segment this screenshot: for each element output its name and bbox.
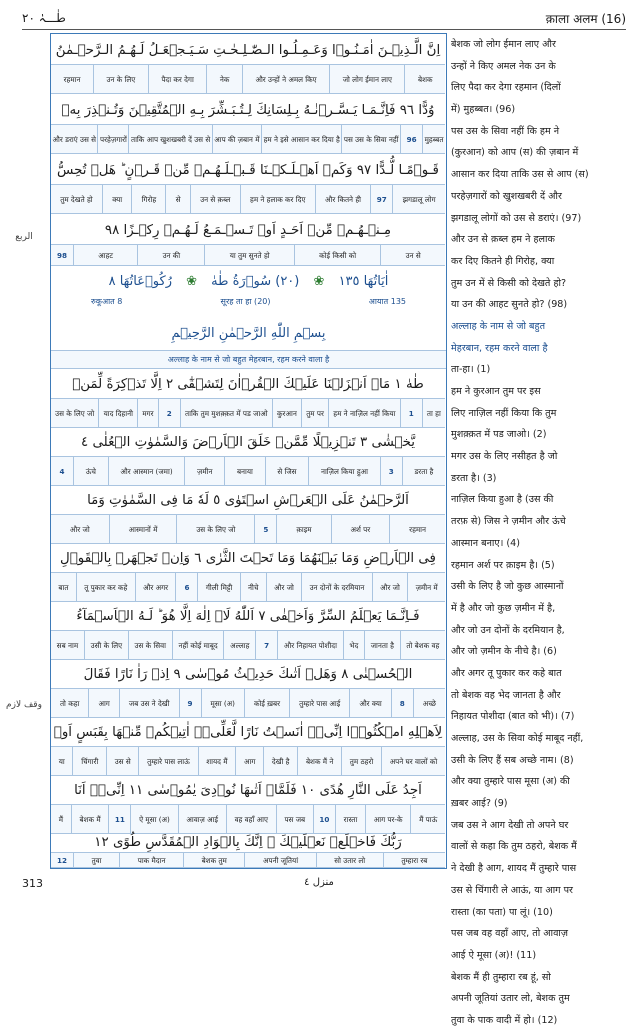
translation-line: झगडालू लोगों को उस से डराएं। (97) [451,212,582,224]
word-cell: गीली मिट्टी [197,573,239,601]
word-cell: हम ने इसे आसान कर दिया है [261,125,341,153]
word-cell: और क्या [349,689,390,717]
translation-line: ता-हा। (1) [451,364,491,376]
word-translation-row [51,572,445,602]
word-translation-row [51,804,445,834]
word-cell: वह वहाँ आए [226,805,276,833]
word-cell: आग [88,689,118,717]
word-translation-row [51,688,445,718]
translation-line: उन्हों ने किए अमल नेक उन के [451,60,556,72]
word-translation-row [51,64,445,94]
verse-number: 12 [56,855,67,865]
word-cell: ज़मीन में [407,573,445,601]
translation-line: और उन से क़ब्ल हम ने हलाक [451,234,555,246]
word-cell: नाज़िल किया हुआ [308,457,379,485]
manzil-label: منزل ٤ [304,877,334,888]
translation-line: मगर उस के लिए नसीहत है जो [451,451,558,463]
word-translation-row [51,398,445,428]
word-cell: पाक मैदान [119,853,183,867]
word-cell: आग पर-के [365,805,410,833]
word-cell: तुम्हारे पास आई [289,689,349,717]
word-translation-row [51,456,445,486]
word-cell: या तुम सुनते हो [204,245,293,265]
flower-icon: ❀ [313,274,325,289]
surah-number-hi: (20) सूरह ता हा [220,297,271,306]
translation-line: रास्ता (का पता) पा लूं। (10) [451,906,553,918]
bismillah-translation: अल्लाह के नाम से जो बहुत मेहरबान, रहम करने वाला है [51,350,446,369]
word-cell: अपने घर वालों को [381,747,445,775]
word-cell: और अगर [135,573,176,601]
word-cell: तुम पर [301,399,328,427]
arabic-line: قَـوۡمًـا لُّـدًّا ٩٧ وَكَمۡ اَهۡـلَـكۡـنَا قَـبۡـلَـهُـمۡ مِّنۡ قَـرۡنٍ ؕ هَلۡ تُحِسُّ [57,163,439,178]
word-cell: पैदा कर देगा [148,65,207,93]
word-cell: रास्ता [335,805,365,833]
word-cell: तुम देखते हो [60,194,93,204]
arabic-line: طٰهٰ ١ مَاۤ اَنۡزَلۡنَا عَلَيۡكَ الۡقُرۡاٰنَ لِتَشۡقٰٓى ٢ اِلَّا تَذۡكِرَةً لِّمَنۡ [72,377,424,392]
word-cell: या [58,756,65,766]
bismillah: بِسۡمِ اللّٰهِ الرَّحۡمٰنِ الرَّحِيۡمِ [171,326,326,341]
translation-line: और क्या तुम्हारे पास मूसा (अ) की [451,776,570,788]
word-cell: उन से क़ब्ल [190,185,240,213]
word-cell: ताकि तुम मुशक़्क़त में पड जाओ [180,399,272,427]
arabic-line: الۡحُسۡنٰى ٨ وَهَلۡ اَتٰٮكَ حَدِيۡثُ مُوۡسٰى ٩ اِذۡ رَاٰ نَارًا فَقَالَ [83,667,413,682]
word-cell: पस जब [276,805,313,833]
word-cell: बनाया [224,457,264,485]
translation-line: उसी के लिए है जो कुछ आस्मानों [451,581,564,593]
arabic-line: اَجِدُ عَلَى النَّارِ هُدًى ١٠ فَلَمَّاۤ اَتٰٮهَا نُوۡدِىَ يٰمُوۡسٰى ١١ اِنِّىۡۤ اَنَا [74,783,422,798]
ayaat-count-hi: आयात 135 [368,297,406,306]
word-cell: क़ाइम [276,515,330,543]
word-translation-row [51,184,445,214]
verse-number: 11 [108,805,130,833]
word-cell: जो लोग ईमान लाए [329,65,404,93]
word-cell: उन से [380,245,445,265]
word-cell: मुहब्बत [422,125,445,153]
word-cell: उन की [137,245,204,265]
translation-line: पस जब वह वहाँ आए, तो आवाज़ [451,928,569,940]
verse-number: 8 [391,689,413,717]
translation-line: मेहरबान, रहम करने वाला है [451,342,548,354]
translation-line: और जो उन दोनों के दरमियान है, [451,624,565,636]
verse-number: 1 [400,399,422,427]
word-cell: अर्श पर [331,515,390,543]
translation-line: अल्लाह, उस के सिवा कोई माबूद नहीं, [451,733,584,744]
word-cell: उस से [106,747,138,775]
verse-number: 97 [370,185,392,213]
translation-line: बेशक जो लोग ईमान लाए और [451,39,556,50]
word-cell: नीचे [240,573,266,601]
translation-line: या उन की आहट सुनते हो? (98) [451,299,568,311]
word-cell: देखी है [263,747,297,775]
word-cell: और डराएं उस से [52,134,96,144]
word-translation-row [51,124,445,154]
word-cell: क्या [102,185,131,213]
word-cell: आस्मानों में [109,515,177,543]
word-cell: हम ने नाज़िल नहीं किया [328,399,400,427]
para-header-label: क़ाला अलम (16) [545,11,626,26]
word-cell: पस उस के सिवा नहीं [341,125,400,153]
word-cell: बात [58,582,69,592]
translation-line: वालों से कहा कि तुम ठहरो, बेशक मैं [451,841,577,853]
word-cell: से जिस [265,457,309,485]
surah-header-label: طٰـــہٰ ٢٠ [22,11,66,25]
word-cell: तुम्हारे पास लाऊं [138,747,197,775]
word-cell: तुवा [73,853,119,867]
verse-frame [50,33,447,869]
word-cell: रहमान [389,515,445,543]
translation-line: डरता है। (3) [451,472,497,484]
translation-line: में) मुहब्बत। (96) [451,104,516,116]
word-cell: आप की ज़बान में [212,125,261,153]
translation-line: अल्लाह के नाम से जो बहुत [451,320,546,332]
word-cell: उस के सिवा [128,631,172,659]
ayaat-count-ar: اٰيَاتُهَا ١٣٥ [338,274,389,289]
rukuat-count-hi: रुकूआत 8 [91,297,123,306]
word-cell: अच्छे [413,689,445,717]
word-cell: उस के लिए जो [55,408,95,418]
word-translation-row [51,514,445,544]
word-cell: जानता है [364,631,400,659]
word-cell: ता हा [422,399,445,427]
word-cell: बेशक मैं [71,805,109,833]
word-cell: नहीं कोई माबूद [172,631,224,659]
word-cell: तुम ठहरो [341,747,381,775]
word-cell: और निहायत पोशीदा [277,631,342,659]
word-cell: उन के लिए [93,65,148,93]
translation-line: आई ऐ मूसा (अ)! (11) [451,949,537,961]
word-cell: शायद मैं [198,747,236,775]
word-cell: कोई किसी को [294,245,381,265]
arabic-line: مِـنۡـهُـمۡ مِّنۡ اَحَـدٍ اَوۡ تَـسۡـمَـعُ لَـهُـمۡ رِكۡـزًا ٩٨ [104,223,392,238]
translation-line: हम ने कुरआन तुम पर इस [451,386,541,397]
word-cell: ऊंचे [73,457,108,485]
word-cell: बेशक [404,65,445,93]
word-translation-row [51,746,445,776]
word-cell: आहट [73,245,137,265]
translation-column [451,34,629,1026]
translation-line: तुवा के पाक वादी में हो। (12) [451,1014,558,1026]
translation-line: पस उस के सिवा नहीं कि हम ने [451,125,560,137]
rukuat-count-ar: رُكُوۡعَاتُهَا ٨ [108,274,172,289]
translation-line: उसी के लिए हैं सब अच्छे नाम। (8) [451,754,574,766]
arabic-line: وُدًّا ٩٦ فَاِنَّـمَـا يَـسَّـرۡنٰـهُ بِـلِسَانِكَ لِـتُـبَـشِّرَ بِـهِ الۡمُتَّقِيۡنَ وَتُـنۡذِرَ بِهٖ [61,103,435,118]
word-cell: उन दोनों के दरमियान [301,573,371,601]
word-cell: बेशक मैं ने [297,747,341,775]
translation-line: निहायत पोशीदा (बात को भी)। (7) [451,711,575,723]
word-cell: तू पुकार कर कहे [76,573,135,601]
arabic-line: اَلرَّحۡمٰنُ عَلَى الۡعَرۡشِ اسۡتَوٰى ٥ لَهٗ مَا فِى السَّمٰوٰتِ وَمَا [87,493,409,508]
word-cell: चिंगारी [72,747,106,775]
word-cell: डरता है [402,457,445,485]
word-cell: अपनी जूतियां [244,853,315,867]
translation-line: मुशक़्क़त में पड जाओ। (2) [451,429,547,441]
word-cell: मैं पाऊं [410,805,445,833]
verse-number: 10 [313,805,335,833]
word-cell: तुम्हारा रब [383,853,445,867]
word-cell: याद दिहानी [98,399,137,427]
word-cell: उसी के लिए [84,631,128,659]
word-cell: से [165,185,189,213]
word-translation-row [51,630,445,660]
word-cell: ज़मीन [184,457,224,485]
translation-line: अपनी जूतियां उतार लो, बेशक तुम [451,993,570,1005]
translation-line: नाज़िल किया हुआ है (उस की [451,494,554,506]
page-number: 313 [22,876,43,890]
word-cell: जब उस ने देखी [119,689,179,717]
translation-line: आसान कर दिया ताकि उस से आप (स) [451,169,589,181]
word-cell: हम ने हलाक कर दिए [240,185,315,213]
arabic-line: رَبُّكَ فَاخۡلَعۡ نَعۡلَيۡكَ ۚ اِنَّكَ بِالۡوَادِ الۡمُقَدَّسِ طُوًى ١٢ [94,835,402,850]
word-cell: परहेज़गारों [97,125,128,153]
surah-number-ar: (٢٠) [275,274,300,289]
word-translation-row [51,244,445,266]
header-divider [22,29,626,30]
word-cell: अल्लाह [223,631,255,659]
word-cell: आवाज़ आई [178,805,226,833]
translation-line: तो बेशक वह भेद जानता है और [451,689,561,701]
surah-name-ar: سُوۡرَةُ طٰهٰ [211,274,272,289]
translation-line: और अगर तू पुकार कर कहे बात [451,667,562,679]
word-cell: कोई ख़बर [244,689,289,717]
word-cell: गिरोह [131,185,165,213]
word-cell: ताकि आप खुशखबरी दें उस से [128,125,211,153]
word-cell: और उन्हों ने अमल किए [242,65,329,93]
word-cell: उस के लिए जो [176,515,254,543]
word-cell: और कितने ही [315,185,371,213]
translation-line: और जो ज़मीन के नीचे है। (6) [451,646,557,658]
ruku-marker: الربع [15,232,33,242]
translation-line: जब उस ने आग देखी तो अपने घर [451,819,569,831]
word-cell: आग [235,747,263,775]
word-cell: नेक [206,65,242,93]
word-cell: सो उतार लो [316,853,383,867]
verse-number: 9 [179,689,201,717]
word-cell: तो कहा [59,698,80,708]
arabic-line: فِى الۡاَرۡضِ وَمَا بَيۡنَهُمَا وَمَا تَحۡتَ الثَّرٰى ٦ وَاِنۡ تَجۡهَرۡ بِالۡقَوۡلِ [60,551,436,566]
waqf-marker: وقف لازم [6,700,42,710]
translation-line: में है और जो कुछ ज़मीन में है, [451,602,556,614]
verse-number: 96 [400,125,422,153]
surah-meta-row [51,296,446,307]
page-header [22,8,626,28]
word-cell: भेद [343,631,364,659]
surah-heading [51,268,446,368]
arabic-line: فَـاِنَّـمَا يَعۡلَمُ السِّرَّ وَاَخۡفٰى ٧ اَللّٰهُ لَاۤ اِلٰهَ اِلَّا هُوَ ؕ لَـهُ الۡاَسۡمَآءُ [76,609,420,624]
translation-line: ख़बर आई? (9) [451,798,508,810]
verse-number: 7 [255,631,277,659]
arabic-line: اِنَّ الَّـذِيۡـنَ اٰمَـنُـوۡا وَعَـمِـلُـوا الـصّٰـلِـحٰـتِ سَـيَـجۡعَـلُ لَـهُـمُ الـرَّحۡـمٰنُ [55,43,441,58]
translation-line: तुम उन में से किसी को देखते हो? [451,277,567,289]
verse-number: 6 [175,573,197,601]
translation-line: लिए पैदा कर देगा रहमान (दिलों [451,82,561,94]
word-cell: झगडालू लोग [392,185,445,213]
verse-number: 5 [254,515,276,543]
word-cell: मूसा (अ) [201,689,244,717]
translation-line: आस्मान बनाए। (4) [451,537,521,549]
word-translation-row [51,852,445,868]
translation-line: लिए नाज़िल नहीं किया कि तुम [451,407,557,419]
word-cell: मगर [137,399,158,427]
translation-line: ने देखी है आग, शायद मैं तुम्हारे पास [451,863,577,875]
word-cell: कुरआन [272,399,301,427]
arabic-line: لِاَهۡلِهِ امۡكُثُوۡۤا اِنِّىۡۤ اٰنَسۡتُ نَارًا لَّعَلِّىۡۤ اٰتِيۡكُمۡ مِّنۡهَا بِقَبَسٍ اَوۡ [53,725,443,740]
word-cell: और आस्मान (जमा) [108,457,185,485]
verse-number: 3 [380,457,402,485]
word-cell: सब नाम [56,640,79,650]
translation-line: परहेज़गारों को खुशखबरी दें और [451,190,562,202]
verse-number: 4 [59,466,65,476]
translation-line: रहमान अर्श पर क़ाइम है। (5) [451,559,555,571]
word-cell: ऐ मूसा (अ) [130,805,177,833]
word-cell: और जो [266,573,301,601]
translation-line: कर दिए कितने ही गिरोह, क्या [451,255,555,267]
arabic-line: يَّخۡشٰى ٣ تَنۡزِيۡلًا مِّمَّنۡ خَلَقَ الۡاَرۡضَ وَالسَّمٰوٰتِ الۡعُلٰى ٤ [81,435,415,450]
translation-line: तरफ़ से) जिस ने ज़मीन और ऊंचे [451,516,566,528]
verse-number: 98 [56,250,67,260]
translation-line: बेशक मैं ही तुम्हारा रब हूं, सो [451,971,551,983]
translation-line: (कुरआन) को आप (स) की ज़बान में [451,147,579,159]
word-cell: और जो [69,524,90,534]
word-cell: बेशक तुम [183,853,244,867]
word-cell: तो बेशक वह [400,631,445,659]
word-cell: रहमान [63,74,81,84]
surah-title-line [51,274,446,289]
flower-icon: ❀ [186,274,198,289]
translation-line: उस से चिंगारी ले आऊं, या आग पर [451,884,573,896]
word-cell: और जो [372,573,407,601]
word-cell: मैं [58,814,64,824]
verse-number: 2 [158,399,180,427]
